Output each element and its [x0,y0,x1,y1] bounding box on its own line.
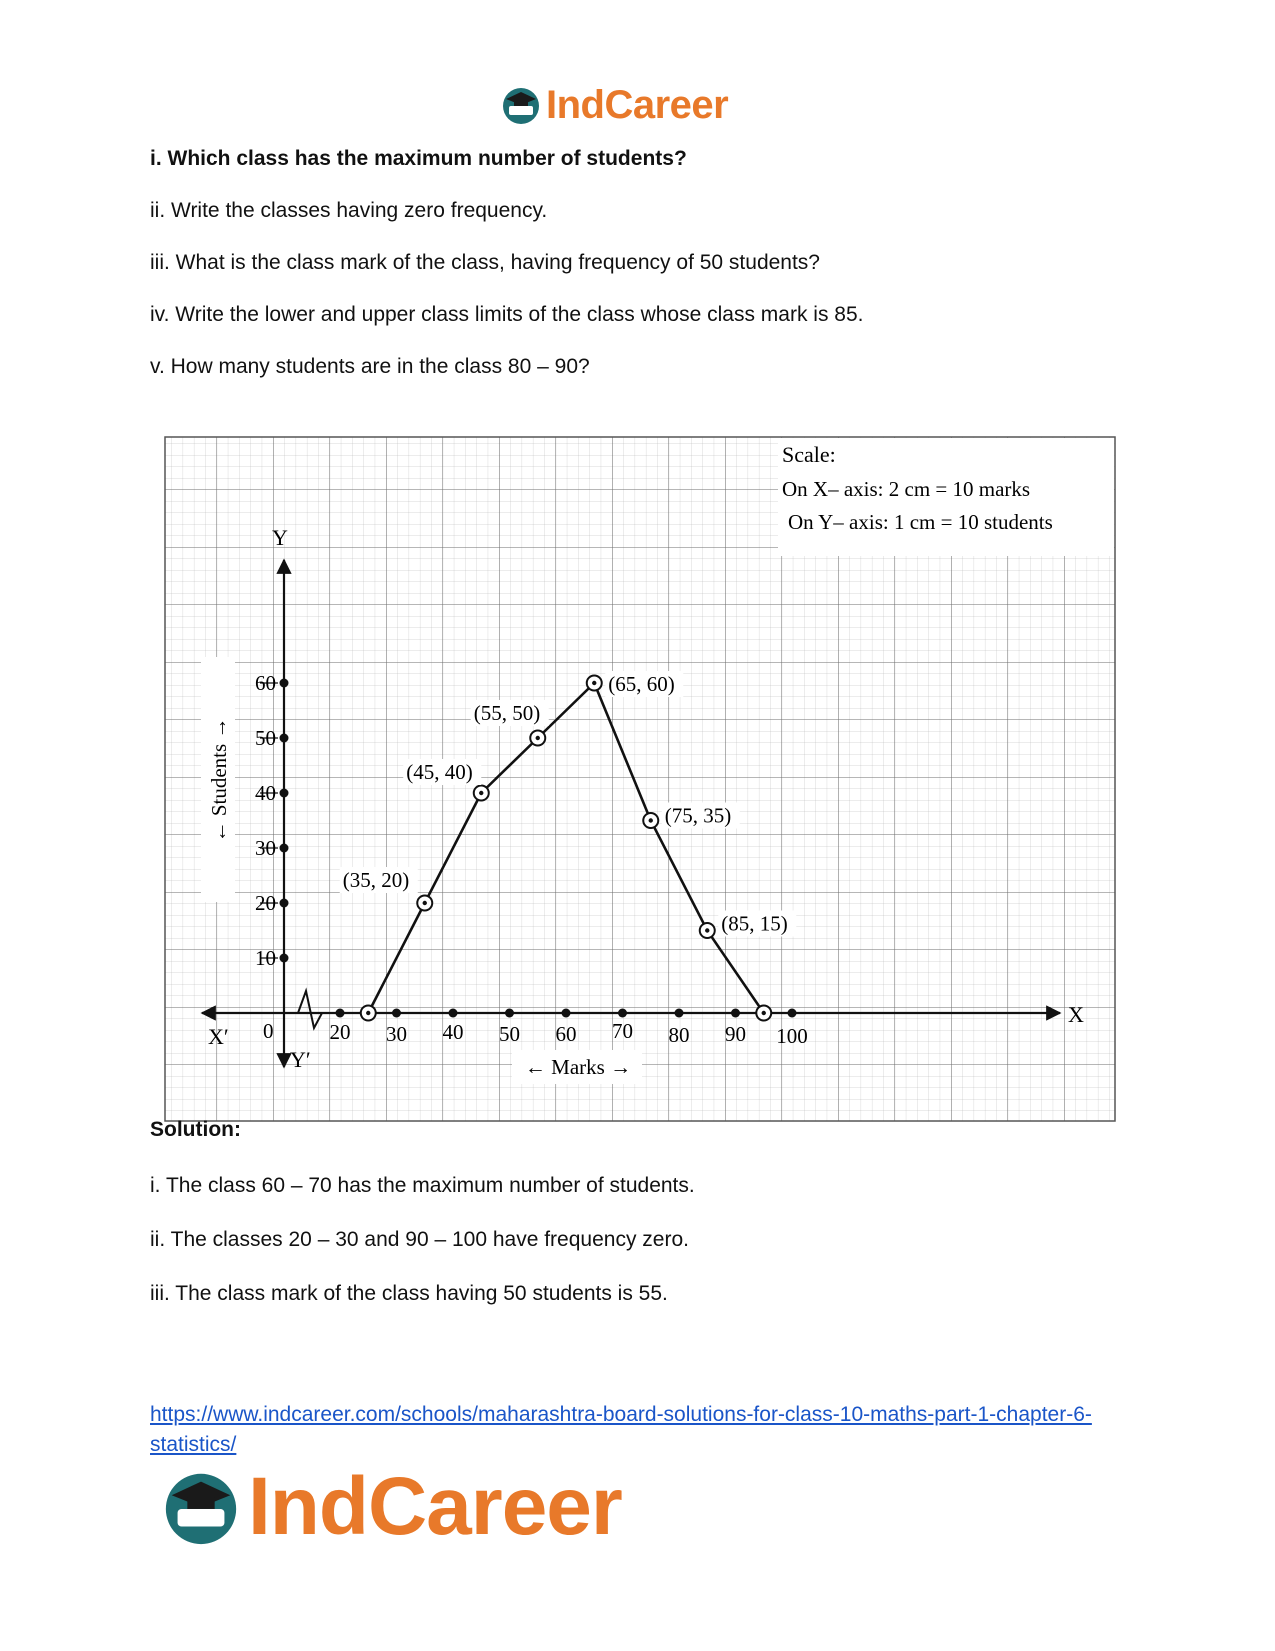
answer-2: ii. The classes 20 – 30 and 90 – 100 have frequency zero. [150,1228,689,1251]
x-axis-label: ← Marks → [524,1055,632,1079]
scale-note-title: Scale: [782,442,836,467]
y-tick-label: 30 [255,836,276,860]
logo-text: IndCareer [546,82,729,127]
x-tick-dot [449,1009,458,1018]
x-axis-name: X [1068,1002,1084,1027]
y-tick-label: 50 [255,726,276,750]
x-axis-neg-name: X′ [208,1024,229,1049]
x-tick-label: 50 [499,1022,520,1046]
question-3: iii. What is the class mark of the class, having frequency of 50 students? [150,251,820,274]
data-point-center [705,928,709,932]
x-tick-dot [675,1009,684,1018]
question-4: iv. Write the lower and upper class limits of the class whose class mark is 85. [150,303,864,326]
y-tick-label: 10 [255,946,276,970]
x-tick-dot [788,1009,797,1018]
x-tick-label: 60 [555,1022,577,1046]
y-tick-label: 40 [255,781,276,805]
frequency-polygon-chart [160,432,1120,1126]
logo-top [500,80,728,130]
y-tick-label: 60 [255,671,276,695]
x-tick-label: 20 [329,1020,351,1044]
x-tick-dot [336,1009,345,1018]
y-tick-dot [280,789,289,798]
data-label: (35, 20) [342,868,410,892]
y-axis-neg-name: Y′ [290,1047,311,1072]
x-tick-dot [618,1009,627,1018]
x-tick-label: 40 [442,1020,464,1044]
data-label: (75, 35) [664,803,732,828]
data-point-center [479,791,483,795]
data-point-center [649,818,653,822]
solution-heading: Solution: [150,1118,241,1141]
graduation-cap-icon [160,1466,242,1548]
y-tick-dot [280,954,289,963]
source-link[interactable]: https://www.indcareer.com/schools/maharashtra-board-solutions-for-class-10-maths-part-1-chapter-6-statistics/ [150,1403,1092,1456]
x-tick-dot [731,1009,740,1018]
x-tick-dot [505,1009,514,1018]
y-axis-label: ← Students → [207,717,231,843]
x-tick-label: 70 [612,1019,633,1043]
y-tick-dot [280,844,289,853]
question-1: i. Which class has the maximum number of students? [150,147,687,170]
data-point-center [762,1011,766,1015]
y-tick-dot [280,679,289,688]
y-tick-label: 20 [255,891,276,915]
scale-note-x: On X– axis: 2 cm = 10 marks [782,477,1031,501]
x-tick-label: 90 [725,1022,746,1046]
y-tick-dot [280,899,289,908]
x-tick-dot [392,1009,401,1018]
data-point-center [366,1011,370,1015]
data-point-center [592,681,596,685]
data-label: (85, 15) [721,911,788,936]
answer-3: iii. The class mark of the class having 50 students is 55. [150,1282,668,1305]
question-5: v. How many students are in the class 80 – 90? [150,355,590,378]
x-tick-label: 100 [776,1024,808,1048]
y-axis-name: Y [272,525,288,550]
logo-bottom [160,1462,622,1552]
data-point-center [536,736,540,740]
data-label: (45, 40) [406,760,473,784]
x-tick-label: 30 [386,1022,407,1046]
x-tick-label: 80 [668,1023,690,1047]
data-point-center [423,901,427,905]
x-tick-dot [562,1009,571,1018]
origin-label: 0 [263,1019,274,1043]
data-label: (65, 60) [608,672,675,696]
chart-svg [160,432,1120,1126]
scale-note-y: On Y– axis: 1 cm = 10 students [788,510,1053,534]
answer-1: i. The class 60 – 70 has the maximum number of students. [150,1174,695,1197]
graduation-cap-icon [500,84,542,126]
logo-text: IndCareer [248,1461,622,1552]
data-label: (55, 50) [473,701,541,725]
y-tick-dot [280,734,289,743]
question-2: ii. Write the classes having zero frequency. [150,199,548,222]
